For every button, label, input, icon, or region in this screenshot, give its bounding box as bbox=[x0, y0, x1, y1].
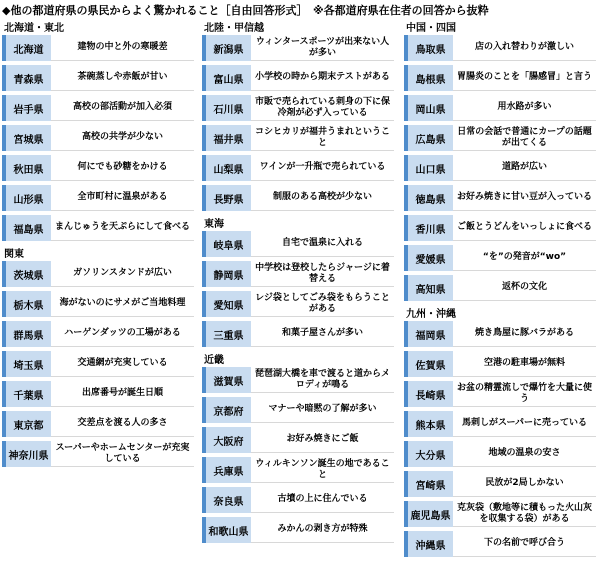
prefecture-label: 群馬県 bbox=[2, 321, 51, 347]
answer-text: 馬刺しがスーパーに売っている bbox=[453, 411, 596, 437]
answer-text: 空港の駐車場が無料 bbox=[453, 351, 596, 377]
table-row bbox=[2, 411, 194, 437]
table-row bbox=[404, 321, 596, 347]
table-row bbox=[404, 411, 596, 437]
table-row bbox=[202, 95, 394, 121]
table-row bbox=[202, 155, 394, 181]
prefecture-label: 大分県 bbox=[404, 441, 453, 467]
column-3 bbox=[404, 22, 596, 561]
prefecture-label: 宮崎県 bbox=[404, 471, 453, 497]
prefecture-label: 沖縄県 bbox=[404, 531, 453, 557]
table-row bbox=[2, 125, 194, 151]
table-row bbox=[404, 381, 596, 407]
prefecture-label: 茨城県 bbox=[2, 261, 51, 287]
table-row bbox=[404, 351, 596, 377]
answer-text: スーパーやホームセンターが充実している bbox=[51, 441, 194, 467]
answer-text: 日常の会話で普通にカープの話題が出てくる bbox=[453, 125, 596, 151]
table-row bbox=[2, 291, 194, 317]
table-row bbox=[202, 487, 394, 513]
answer-text: 交通網が充実している bbox=[51, 351, 194, 377]
prefecture-label: 徳島県 bbox=[404, 185, 453, 211]
prefecture-label: 岐阜県 bbox=[202, 231, 251, 257]
column-1 bbox=[2, 22, 194, 471]
answer-text: 高校の共学が少ない bbox=[51, 125, 194, 151]
prefecture-label: 岩手県 bbox=[2, 95, 51, 121]
answer-text: お好み焼きにご飯 bbox=[251, 427, 394, 453]
prefecture-label: 愛媛県 bbox=[404, 245, 453, 271]
answer-text: 茶碗蒸しや赤飯が甘い bbox=[51, 65, 194, 91]
region-heading: 関東 bbox=[4, 249, 24, 260]
table-row bbox=[2, 95, 194, 121]
answer-text: 小学校の時から期末テストがある bbox=[251, 65, 394, 91]
prefecture-label: 東京都 bbox=[2, 411, 51, 437]
prefecture-label: 愛知県 bbox=[202, 291, 251, 317]
prefecture-label: 熊本県 bbox=[404, 411, 453, 437]
answer-text: 民放が2局しかない bbox=[453, 471, 596, 497]
table-row bbox=[202, 291, 394, 317]
table-row bbox=[404, 35, 596, 61]
prefecture-label: 秋田県 bbox=[2, 155, 51, 181]
prefecture-label: 宮城県 bbox=[2, 125, 51, 151]
answer-text: まんじゅうを天ぷらにして食べる bbox=[51, 215, 194, 241]
prefecture-label: 和歌山県 bbox=[202, 517, 251, 543]
table-row bbox=[202, 517, 394, 543]
prefecture-label: 大阪府 bbox=[202, 427, 251, 453]
table-row bbox=[2, 381, 194, 407]
table-row bbox=[2, 185, 194, 211]
answer-text: みかんの剥き方が特殊 bbox=[251, 517, 394, 543]
answer-text: 中学校は登校したらジャージに着替える bbox=[251, 261, 394, 287]
answer-text: ウィルキンソン誕生の地であること bbox=[251, 457, 394, 483]
page-title: ◆他の都道府県の県民からよく驚かれること［自由回答形式］ ※各都道府県在住者の回答から抜粋 bbox=[2, 4, 489, 17]
answer-text: 何にでも砂糖をかける bbox=[51, 155, 194, 181]
prefecture-label: 静岡県 bbox=[202, 261, 251, 287]
prefecture-label: 神奈川県 bbox=[2, 441, 51, 467]
region-heading: 近畿 bbox=[204, 355, 224, 366]
answer-text: 建物の中と外の寒暖差 bbox=[51, 35, 194, 61]
prefecture-label: 山梨県 bbox=[202, 155, 251, 181]
prefecture-label: 長野県 bbox=[202, 185, 251, 211]
prefecture-label: 福岡県 bbox=[404, 321, 453, 347]
prefecture-label: 島根県 bbox=[404, 65, 453, 91]
answer-text: お盆の精霊流しで爆竹を大量に使う bbox=[453, 381, 596, 407]
answer-text: 焼き鳥屋に豚バラがある bbox=[453, 321, 596, 347]
answer-text: 地域の温泉の安さ bbox=[453, 441, 596, 467]
table-row bbox=[2, 35, 194, 61]
answer-text: お好み焼きに甘い豆が入っている bbox=[453, 185, 596, 211]
answer-text: 交差点を渡る人の多さ bbox=[51, 411, 194, 437]
answer-text: 下の名前で呼び合う bbox=[453, 531, 596, 557]
prefecture-label: 千葉県 bbox=[2, 381, 51, 407]
prefecture-label: 山口県 bbox=[404, 155, 453, 181]
answer-text: コシヒカリが福井うまれということ bbox=[251, 125, 394, 151]
prefecture-label: 北海道 bbox=[2, 35, 51, 61]
answer-text: レジ袋としてごみ袋をもらうことがある bbox=[251, 291, 394, 317]
prefecture-label: 青森県 bbox=[2, 65, 51, 91]
table-row bbox=[202, 65, 394, 91]
answer-text: マナーや暗黙の了解が多い bbox=[251, 397, 394, 423]
table-row bbox=[202, 231, 394, 257]
answer-text: 海がないのにサメがご当地料理 bbox=[51, 291, 194, 317]
table-row bbox=[404, 275, 596, 301]
table-row bbox=[404, 95, 596, 121]
column-2 bbox=[202, 22, 394, 547]
prefecture-label: 岡山県 bbox=[404, 95, 453, 121]
prefecture-label: 埼玉県 bbox=[2, 351, 51, 377]
region-heading: 北陸・甲信越 bbox=[204, 23, 264, 34]
table-row bbox=[404, 125, 596, 151]
answer-text: ガソリンスタンドが広い bbox=[51, 261, 194, 287]
answer-text: 高校の部活動が加入必須 bbox=[51, 95, 194, 121]
table-row bbox=[202, 367, 394, 393]
table-row bbox=[202, 427, 394, 453]
table-row bbox=[2, 155, 194, 181]
table-row bbox=[202, 457, 394, 483]
answer-text: 出席番号が誕生日順 bbox=[51, 381, 194, 407]
table-row bbox=[404, 471, 596, 497]
table-row bbox=[404, 245, 596, 271]
table-row bbox=[202, 35, 394, 61]
prefecture-label: 福井県 bbox=[202, 125, 251, 151]
answer-text: 全市町村に温泉がある bbox=[51, 185, 194, 211]
table-row bbox=[404, 441, 596, 467]
prefecture-label: 佐賀県 bbox=[404, 351, 453, 377]
answer-text: ご飯とうどんをいっしょに食べる bbox=[453, 215, 596, 241]
table-row bbox=[2, 65, 194, 91]
prefecture-label: 三重県 bbox=[202, 321, 251, 347]
prefecture-label: 石川県 bbox=[202, 95, 251, 121]
table-row bbox=[2, 351, 194, 377]
prefecture-label: 高知県 bbox=[404, 275, 453, 301]
prefecture-label: 兵庫県 bbox=[202, 457, 251, 483]
answer-text: 和菓子屋さんが多い bbox=[251, 321, 394, 347]
table-row bbox=[404, 531, 596, 557]
prefecture-label: 広島県 bbox=[404, 125, 453, 151]
prefecture-label: 奈良県 bbox=[202, 487, 251, 513]
answer-text: ウィンタースポーツが出来ない人が多い bbox=[251, 35, 394, 61]
prefecture-label: 滋賀県 bbox=[202, 367, 251, 393]
table-row bbox=[404, 215, 596, 241]
table-row bbox=[2, 321, 194, 347]
table-row bbox=[202, 185, 394, 211]
prefecture-label: 富山県 bbox=[202, 65, 251, 91]
table-row bbox=[2, 261, 194, 287]
answer-text: 制服のある高校が少ない bbox=[251, 185, 394, 211]
answer-text: 用水路が多い bbox=[453, 95, 596, 121]
table-row bbox=[202, 125, 394, 151]
prefecture-label: 新潟県 bbox=[202, 35, 251, 61]
answer-text: 市販で売られている刺身の下に保冷剤が必ず入っている bbox=[251, 95, 394, 121]
table-row bbox=[404, 155, 596, 181]
prefecture-label: 山形県 bbox=[2, 185, 51, 211]
region-heading: 北海道・東北 bbox=[4, 23, 64, 34]
prefecture-label: 香川県 bbox=[404, 215, 453, 241]
prefecture-label: 長崎県 bbox=[404, 381, 453, 407]
region-heading: 中国・四国 bbox=[406, 23, 456, 34]
region-heading: 九州・沖縄 bbox=[406, 309, 456, 320]
answer-text: 古墳の上に住んでいる bbox=[251, 487, 394, 513]
region-heading: 東海 bbox=[204, 219, 224, 230]
answer-text: 胃腸炎のことを「腸感冒」と言う bbox=[453, 65, 596, 91]
prefecture-label: 福島県 bbox=[2, 215, 51, 241]
table-row bbox=[202, 261, 394, 287]
table-row bbox=[2, 441, 194, 467]
answer-text: ワインが一升瓶で売られている bbox=[251, 155, 394, 181]
prefecture-label: 栃木県 bbox=[2, 291, 51, 317]
answer-text: 琵琶湖大橋を車で渡ると道からメロディが鳴る bbox=[251, 367, 394, 393]
table-row bbox=[404, 65, 596, 91]
answer-text: 店の入れ替わりが激しい bbox=[453, 35, 596, 61]
table-row bbox=[202, 321, 394, 347]
answer-text: 克灰袋（敷地等に積もった火山灰を収集する袋）がある bbox=[453, 501, 596, 527]
table-row bbox=[2, 215, 194, 241]
answer-text: 道路が広い bbox=[453, 155, 596, 181]
answer-text: ハーゲンダッツの工場がある bbox=[51, 321, 194, 347]
prefecture-label: 鹿児島県 bbox=[404, 501, 453, 527]
answer-text: “を”の発音が“wo” bbox=[453, 245, 596, 271]
answer-text: 返杯の文化 bbox=[453, 275, 596, 301]
table-row bbox=[404, 185, 596, 211]
prefecture-label: 京都府 bbox=[202, 397, 251, 423]
table-row bbox=[202, 397, 394, 423]
answer-text: 自宅で温泉に入れる bbox=[251, 231, 394, 257]
table-row bbox=[404, 501, 596, 527]
prefecture-label: 鳥取県 bbox=[404, 35, 453, 61]
